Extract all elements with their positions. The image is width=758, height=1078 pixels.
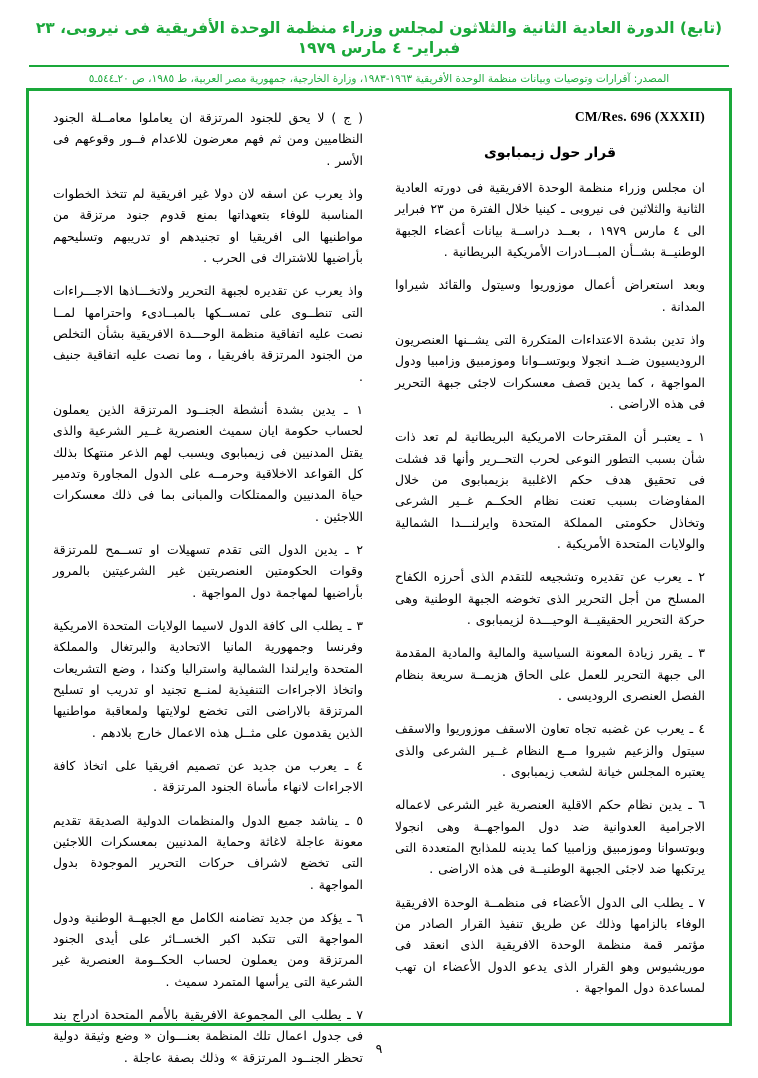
paragraph: ٣ ـ يقرر زيادة المعونة السياسية والمالية والمادية المقدمة الى جبهة التحرير للعمل على الحاق هزيمــة سريعة بنظام الفصل العنصرى الرودیسى . [395, 645, 705, 703]
paragraph: ٦ ـ يدين نظام حكم الاقلية العنصرية غير الشرعى لاعماله الاجرامية العدوانية ضد دول المواجهــة وهى انجولا وبوتسوانا وموزمبيق وزامبيا كما يدينه للمذابح المتعددة التى يرتكبها ضد لاجئى الجبهة الوطنيــة فى هذه الاراضى . [395, 797, 705, 877]
paragraph: ٢ ـ يدين الدول التى تقدم تسهيلات او تســمح للمرتزقة وقوات الحكومتين العنصريتين غير الشرعيتين بالمرور بأراضيها لمهاجمة دول المواجهة . [53, 541, 363, 600]
right-column [379, 107, 709, 1013]
page-header [0, 18, 758, 86]
paragraph: ٤ ـ يعرب من جديد عن تصميم افريقيا على اتخاذ كافة الاجراءات لانهاء مأساة الجنود المرتزقة . [53, 757, 363, 795]
content-frame [26, 88, 732, 1065]
left-column [49, 107, 379, 1065]
paragraph: ٤ ـ يعرب عن غضبه تجاه تعاون الاسقف موزوريوا والاسقف سيتول والزعيم شيروا مــع النظام غــير الشرعى والذى يعتبره المجلس خيانة لشعب زيمبابوى . [395, 721, 705, 779]
paragraph: وبعد استعراض أعمال موزوريوا وسيتول والقائد شيراوا المدانة . [395, 277, 705, 314]
paragraph: ٦ ـ يؤكد من جديد تضامنه الكامل مع الجبهــة الوطنية ودول المواجهة التى تتكبد اكبر الخســائر على أيدى الجنود المرتزقة ومن يعملون لحساب الحكــومة العنصرية غير الشرعية التى يرأسها المتمرد سميث . [53, 909, 363, 989]
resolution-id: CM/Res. 696 (XXXII) [574, 109, 705, 124]
page-number: ٩ [375, 1041, 383, 1056]
paragraph: واذ يعرب عن تقديره لجبهة التحرير ولاتخـــاذها الاجـــراءات التى تنطــوى على تمســكها بالمبــادىء واحترامها لمــا نصت عليه اتفاقية منظمة الوحـــدة الافريقية بشأن التخلص من الجنود المرتزقة بافريقيا ، وما نصت عليه اتفاقية جنيف . [53, 283, 363, 384]
paragraph: ٥ ـ يناشد جميع الدول والمنظمات الدولية الصديقة تقديم معونة عاجلة لاغاثة وحماية المدنيين بمعسكرات اللاجئين التى تخضع لاشراف حركات التحرير الموجودة بدول المواجهة . [53, 812, 363, 892]
resolution-title: قرار حول زيمبابوى [483, 145, 617, 161]
paragraph: ان مجلس وزراء منظمة الوحدة الافريقية فى دورته العادية الثانية والثلاثين فى نيروبى ـ كينيا خلال الفترة من ٢٣ فبراير الى ٤ مارس ١٩٧٩ ، بعــد دراســة بيانات أعضاء الجبهة الوطنيــة بشــأن المبـــادرات الأمريكية البريطانية . [395, 180, 705, 259]
paragraph: ٧ ـ يطلب الى الدول الأعضاء فى منظمــة الوحدة الافريقية الوفاء بالزامها وذلك عن طريق تنفيذ القرار الصادر من مؤتمر قمة منظمة الوحدة الافريقية الذى انعقد فى موريشيوس وهو القرار الذى يدعو الدول الأعضاء ان تهب لمساعدة دول المواجهة . [395, 894, 705, 995]
paragraph: ( ج ) لا يحق للجنود المرتزقة ان يعاملوا معامــلة الجنود النظاميين ومن ثم فهم معرضون للاعدام فــور وقوعهم فى الأسر . [53, 110, 363, 168]
header-source: المصدر: آقرارات وتوصيات وبيانات منظمة الوحدة الأفريقية ١٩٦٣-١٩٨٣، وزارة الخارجية، جمهورية مصر العربية، ط ١٩٨٥، ص ٢٠ـ٥٤٤ـ٥ [88, 73, 670, 86]
paragraph: ١ ـ يدين بشدة أنشطة الجنــود المرتزقة الذين يعملون لحساب حكومة ايان سميث العنصرية غــير الشرعية والذى يقتل المدنيين فى زيمبابوى ويسبب لهم الذعر منتهكا بذلك كل القواعد الاخلاقية وحرمــه على الدول المجاورة وتدمير حياة المدنيين والممتلكات والمبانى بما فى ذلك معسكرات اللاجئين . [53, 401, 363, 524]
header-divider [29, 65, 729, 67]
two-column-layout [49, 107, 709, 1065]
header-title: (تابع) الدورة العادية الثانية والثلاثون لمجلس وزراء منظمة الوحدة الأفريقية فى نيروبى، ٢٣ فبراير- ٤ مارس ١٩٧٩ [35, 19, 723, 58]
paragraph: ٢ ـ يعرب عن تقديره وتشجيعه للتقدم الذى أحرزه الكفاح المسلح من أجل التحرير الذى تخوضه الجبهة الوطنية وهى حركة التحرير الحقيقيــة الوحيـــدة لزيمبابوى . [395, 569, 705, 627]
paragraph: واذ تدين بشدة الاعتداءات المتكررة التى يشــنها العنصريون الروديسيون ضــد انجولا وبوتســوانا وموزمبيق وزامبيا ودول المواجهة ، كما يدين قصف معسكرات لاجئى جبهة التحرير فى هذه الاراضى . [395, 331, 705, 411]
paragraph: ١ ـ يعتبـر أن المقترحات الامريكية البريطانية لم تعد ذات شأن بسبب التطور النوعى لحرب التحــرير وأنها قد فشلت فى تحقيق هدف حكم الاغلبية بزيمبابوى من خلال المفاوضات بسبب تعنت نظام الحكــم غــير الشرعى وتخاذل حكومتى المملكة المتحدة وايرلنـــدا الشمالية والولايات المتحدة الأمريكية . [395, 429, 705, 551]
paragraph: واذ يعرب عن اسفه لان دولا غير افريقية لم تتخذ الخطوات المناسبة للوفاء بتعهداتها بمنع قدوم جنود مرتزقة من مواطنيها الى افريقيا او تجنيدهم او تدريبهم وتسليحهم بأراضيها للاشتراك فى الحرب . [53, 185, 363, 265]
paragraph: ٧ ـ يطلب الى المجموعة الافريقية بالأمم المتحدة ادراج بند فى جدول اعمال تلك المنظمة بعنـــوان « وضع وثيقة دولية تحظر الجنــود المرتزقة » وذلك بصفة عاجلة . [53, 1007, 363, 1065]
paragraph: ٣ ـ يطلب الى كافة الدول لاسيما الولايات المتحدة الامريكية وفرنسا وجمهورية المانيا الاتحادية والبرتغال والمملكة المتحدة وايرلندا الشمالية واستراليا وكندا ، وضع التشريعات واتخاذ الاجراءات التنفيذية لمنــع تجنيد او تدريب او تسليح المرتزقة بالاراضى التى تخضع لولايتها ولمعاقبة مواطنيها الذين يقدمون على مثــل هذه الاعمال خارج بلادهم . [53, 617, 363, 740]
